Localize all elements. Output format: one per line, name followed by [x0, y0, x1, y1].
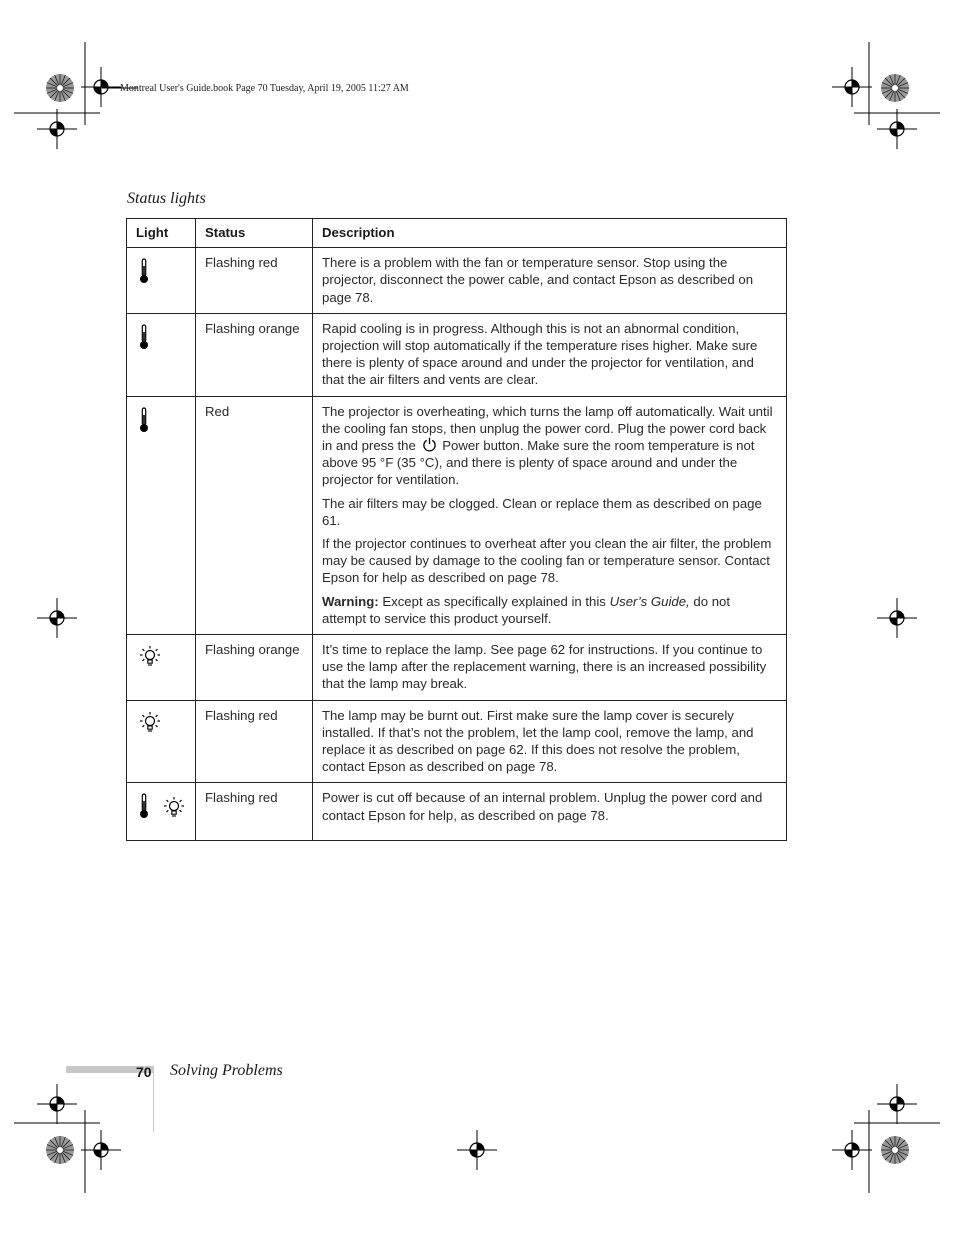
lamp-icon: [163, 796, 185, 818]
light-cell: [127, 248, 196, 314]
page-number: 70: [136, 1064, 152, 1080]
description-text: Power is cut off because of an internal problem. Unplug the power cord and contact Epson for help, as described on page 78.: [322, 790, 763, 823]
status-cell: Flashing red: [196, 700, 313, 783]
description-paragraph-3: If the projector continues to overheat after you clean the air filter, the problem may be caused by damage to the cooling fan or temperature sensor. Contact Epson for help as described on page 78.: [322, 536, 772, 586]
description-paragraph-2: The air filters may be clogged. Clean or replace them as described on page 61.: [322, 495, 762, 528]
light-cell: [127, 700, 196, 783]
thermometer-icon: [139, 324, 149, 350]
description-text: Rapid cooling is in progress. Although this is not an abnormal condition, projection will stop automatically if the temperature rises higher. Make sure there is plenty of space around and under the projector for ventilation, and that the air filters and vents are clear.: [322, 320, 758, 388]
description-cell: [313, 700, 787, 783]
print-target-icon: [880, 1135, 910, 1165]
warning-text: Except as specifically explained in this: [382, 593, 606, 609]
status-cell: Flashing orange: [196, 635, 313, 701]
status-cell: Flashing orange: [196, 313, 313, 396]
description-text: There is a problem with the fan or temperature sensor. Stop using the projector, disconnect the power cable, and contact Epson as described on page 78.: [322, 255, 754, 305]
description-text: It’s time to replace the lamp. See page 62 for instructions. If you continue to use the lamp after the replacement warning, there is an increased possibility that the lamp may break.: [322, 642, 767, 692]
table-row: [127, 248, 787, 314]
table-header-row: [127, 219, 787, 248]
thermometer-icon: [139, 258, 149, 284]
description-text: Power button. Make sure the room temperature is not above 95 °F (35 °C), and there is plenty of space around and under the projector for ventilation.: [322, 438, 755, 488]
footer-rule: [153, 1066, 154, 1132]
column-header-status: Status: [196, 219, 313, 248]
warning-text: do not attempt to service this product yourself.: [322, 593, 731, 626]
light-cell: [127, 783, 196, 841]
print-target-icon: [45, 73, 75, 103]
guide-title: User’s Guide,: [609, 593, 690, 609]
description-paragraph-1: [322, 403, 777, 489]
print-target-icon: [880, 73, 910, 103]
description-cell: [313, 635, 787, 701]
description-cell: [313, 396, 787, 634]
light-cell: [127, 396, 196, 634]
description-text: The lamp may be burnt out. First make sure the lamp cover is securely installed. If that’s not the problem, let the lamp cool, remove the lamp, and replace it as described on page 62. If this does not resolve the problem, contact Epson as described on page 78.: [322, 707, 754, 775]
status-cell: Flashing red: [196, 783, 313, 841]
description-cell: [313, 783, 787, 841]
light-cell: [127, 313, 196, 396]
column-header-light: Light: [127, 219, 196, 248]
thermometer-icon: [139, 793, 149, 819]
table-row: [127, 635, 787, 701]
description-cell: [313, 313, 787, 396]
status-lights-table: [126, 218, 787, 841]
description-text: The projector is overheating, which turns the lamp off automatically. Wait until the cooling fan stops, then unplug the power cord. Plug the power cord back in and press the: [322, 403, 773, 454]
lamp-icon: [139, 645, 161, 667]
status-cell: Flashing red: [196, 248, 313, 314]
print-slug: Montreal User's Guide.book Page 70 Tuesday, April 19, 2005 11:27 AM: [120, 83, 409, 94]
table-row: [127, 783, 787, 841]
table-row: [127, 700, 787, 783]
power-icon: [422, 437, 437, 452]
column-header-description: Description: [313, 219, 787, 248]
description-cell: [313, 248, 787, 314]
light-cell: [127, 635, 196, 701]
thermometer-icon: [139, 407, 149, 433]
section-title: Status lights: [127, 190, 206, 207]
status-cell: Red: [196, 396, 313, 634]
warning-paragraph: [322, 593, 777, 627]
table-row: [127, 313, 787, 396]
lamp-icon: [139, 711, 161, 733]
table-row: [127, 396, 787, 634]
print-target-icon: [45, 1135, 75, 1165]
footer-chapter-title: Solving Problems: [170, 1062, 283, 1079]
warning-label: Warning:: [322, 593, 379, 609]
